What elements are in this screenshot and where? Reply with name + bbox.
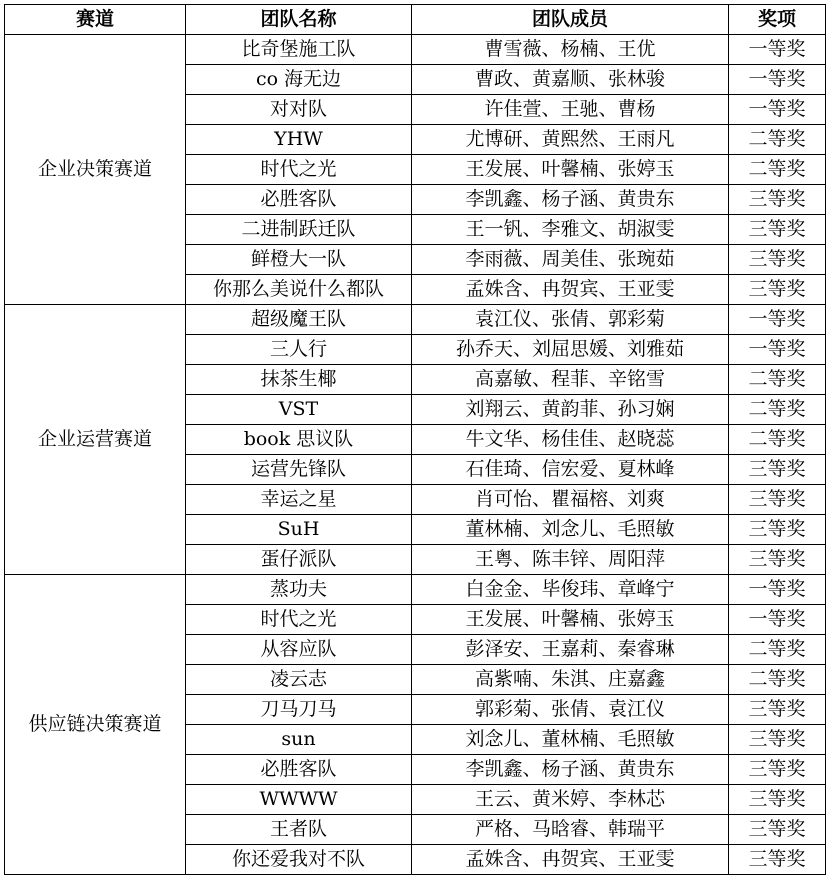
award-cell: 三等奖	[729, 845, 826, 875]
team-members-cell: 王一钒、李雅文、胡淑雯	[412, 215, 729, 245]
team-members-cell: 李雨薇、周美佳、张琬茹	[412, 245, 729, 275]
award-cell: 一等奖	[729, 575, 826, 605]
team-members-cell: 石佳琦、信宏爱、夏林峰	[412, 455, 729, 485]
award-cell: 二等奖	[729, 365, 826, 395]
team-members-cell: 董林楠、刘念儿、毛照敏	[412, 515, 729, 545]
team-name-cell: SuH	[186, 515, 412, 545]
award-cell: 三等奖	[729, 215, 826, 245]
team-name-cell: 刀马刀马	[186, 695, 412, 725]
award-cell: 三等奖	[729, 515, 826, 545]
header-award: 奖项	[729, 5, 826, 35]
team-name-cell: YHW	[186, 125, 412, 155]
team-members-cell: 孙乔天、刘屈思媛、刘雅茹	[412, 335, 729, 365]
team-members-cell: 刘念儿、董林楠、毛照敏	[412, 725, 729, 755]
team-name-cell: sun	[186, 725, 412, 755]
team-name-cell: 时代之光	[186, 605, 412, 635]
team-members-cell: 高嘉敏、程菲、辛铭雪	[412, 365, 729, 395]
team-name-cell: 王者队	[186, 815, 412, 845]
team-members-cell: 严格、马晗睿、韩瑞平	[412, 815, 729, 845]
award-cell: 一等奖	[729, 95, 826, 125]
table-body	[5, 35, 826, 875]
award-cell: 三等奖	[729, 695, 826, 725]
team-name-cell: 三人行	[186, 335, 412, 365]
team-name-cell: 比奇堡施工队	[186, 35, 412, 65]
award-cell: 三等奖	[729, 245, 826, 275]
team-name-cell: 凌云志	[186, 665, 412, 695]
award-cell: 二等奖	[729, 125, 826, 155]
team-members-cell: 牛文华、杨佳佳、赵晓蕊	[412, 425, 729, 455]
award-cell: 一等奖	[729, 35, 826, 65]
award-cell: 二等奖	[729, 665, 826, 695]
track-cell: 企业运营赛道	[5, 305, 186, 575]
team-members-cell: 肖可怡、瞿福榕、刘爽	[412, 485, 729, 515]
team-name-cell: VST	[186, 395, 412, 425]
track-cell: 企业决策赛道	[5, 35, 186, 305]
award-cell: 二等奖	[729, 635, 826, 665]
team-members-cell: 王粤、陈丰锌、周阳萍	[412, 545, 729, 575]
team-members-cell: 孟姝含、冉贺宾、王亚雯	[412, 845, 729, 875]
award-cell: 一等奖	[729, 605, 826, 635]
header-track: 赛道	[5, 5, 186, 35]
team-members-cell: 曹雪薇、杨楠、王优	[412, 35, 729, 65]
team-name-cell: 蒸功夫	[186, 575, 412, 605]
team-members-cell: 高紫喃、朱淇、庄嘉鑫	[412, 665, 729, 695]
table-row	[5, 575, 826, 605]
team-name-cell: 幸运之星	[186, 485, 412, 515]
award-cell: 三等奖	[729, 755, 826, 785]
team-members-cell: 曹政、黄嘉顺、张林骏	[412, 65, 729, 95]
team-name-cell: 运营先锋队	[186, 455, 412, 485]
team-members-cell: 王发展、叶馨楠、张婷玉	[412, 155, 729, 185]
award-cell: 一等奖	[729, 65, 826, 95]
team-members-cell: 尤博研、黄熙然、王雨凡	[412, 125, 729, 155]
award-cell: 一等奖	[729, 305, 826, 335]
track-cell: 供应链决策赛道	[5, 575, 186, 875]
team-name-cell: 超级魔王队	[186, 305, 412, 335]
team-name-cell: 鲜橙大一队	[186, 245, 412, 275]
award-cell: 三等奖	[729, 815, 826, 845]
team-name-cell: 你还爱我对不队	[186, 845, 412, 875]
award-cell: 三等奖	[729, 275, 826, 305]
team-name-cell: 必胜客队	[186, 755, 412, 785]
team-members-cell: 刘翔云、黄韵菲、孙习娴	[412, 395, 729, 425]
award-cell: 二等奖	[729, 155, 826, 185]
team-members-cell: 袁江仪、张倩、郭彩菊	[412, 305, 729, 335]
team-members-cell: 李凯鑫、杨子涵、黄贵东	[412, 185, 729, 215]
awards-table	[4, 4, 826, 875]
team-members-cell: 王云、黄米婷、李林芯	[412, 785, 729, 815]
team-name-cell: 你那么美说什么都队	[186, 275, 412, 305]
award-cell: 二等奖	[729, 395, 826, 425]
award-cell: 三等奖	[729, 545, 826, 575]
team-name-cell: book 思议队	[186, 425, 412, 455]
team-members-cell: 郭彩菊、张倩、袁江仪	[412, 695, 729, 725]
header-team-members: 团队成员	[412, 5, 729, 35]
award-cell: 三等奖	[729, 185, 826, 215]
team-name-cell: 二进制跃迁队	[186, 215, 412, 245]
team-name-cell: 对对队	[186, 95, 412, 125]
award-cell: 三等奖	[729, 455, 826, 485]
team-members-cell: 白金金、毕俊玮、章峰宁	[412, 575, 729, 605]
team-members-cell: 王发展、叶馨楠、张婷玉	[412, 605, 729, 635]
award-cell: 二等奖	[729, 425, 826, 455]
table-row	[5, 305, 826, 335]
team-members-cell: 孟姝含、冉贺宾、王亚雯	[412, 275, 729, 305]
team-name-cell: co 海无边	[186, 65, 412, 95]
award-cell: 一等奖	[729, 335, 826, 365]
award-cell: 三等奖	[729, 725, 826, 755]
team-members-cell: 许佳萱、王驰、曹杨	[412, 95, 729, 125]
team-members-cell: 李凯鑫、杨子涵、黄贵东	[412, 755, 729, 785]
team-name-cell: 从容应队	[186, 635, 412, 665]
team-name-cell: 蛋仔派队	[186, 545, 412, 575]
award-cell: 三等奖	[729, 785, 826, 815]
award-cell: 三等奖	[729, 485, 826, 515]
team-name-cell: WWWW	[186, 785, 412, 815]
header-team-name: 团队名称	[186, 5, 412, 35]
team-name-cell: 时代之光	[186, 155, 412, 185]
team-members-cell: 彭泽安、王嘉莉、秦睿琳	[412, 635, 729, 665]
team-name-cell: 必胜客队	[186, 185, 412, 215]
table-row	[5, 35, 826, 65]
header-row	[5, 5, 826, 35]
team-name-cell: 抹茶生椰	[186, 365, 412, 395]
